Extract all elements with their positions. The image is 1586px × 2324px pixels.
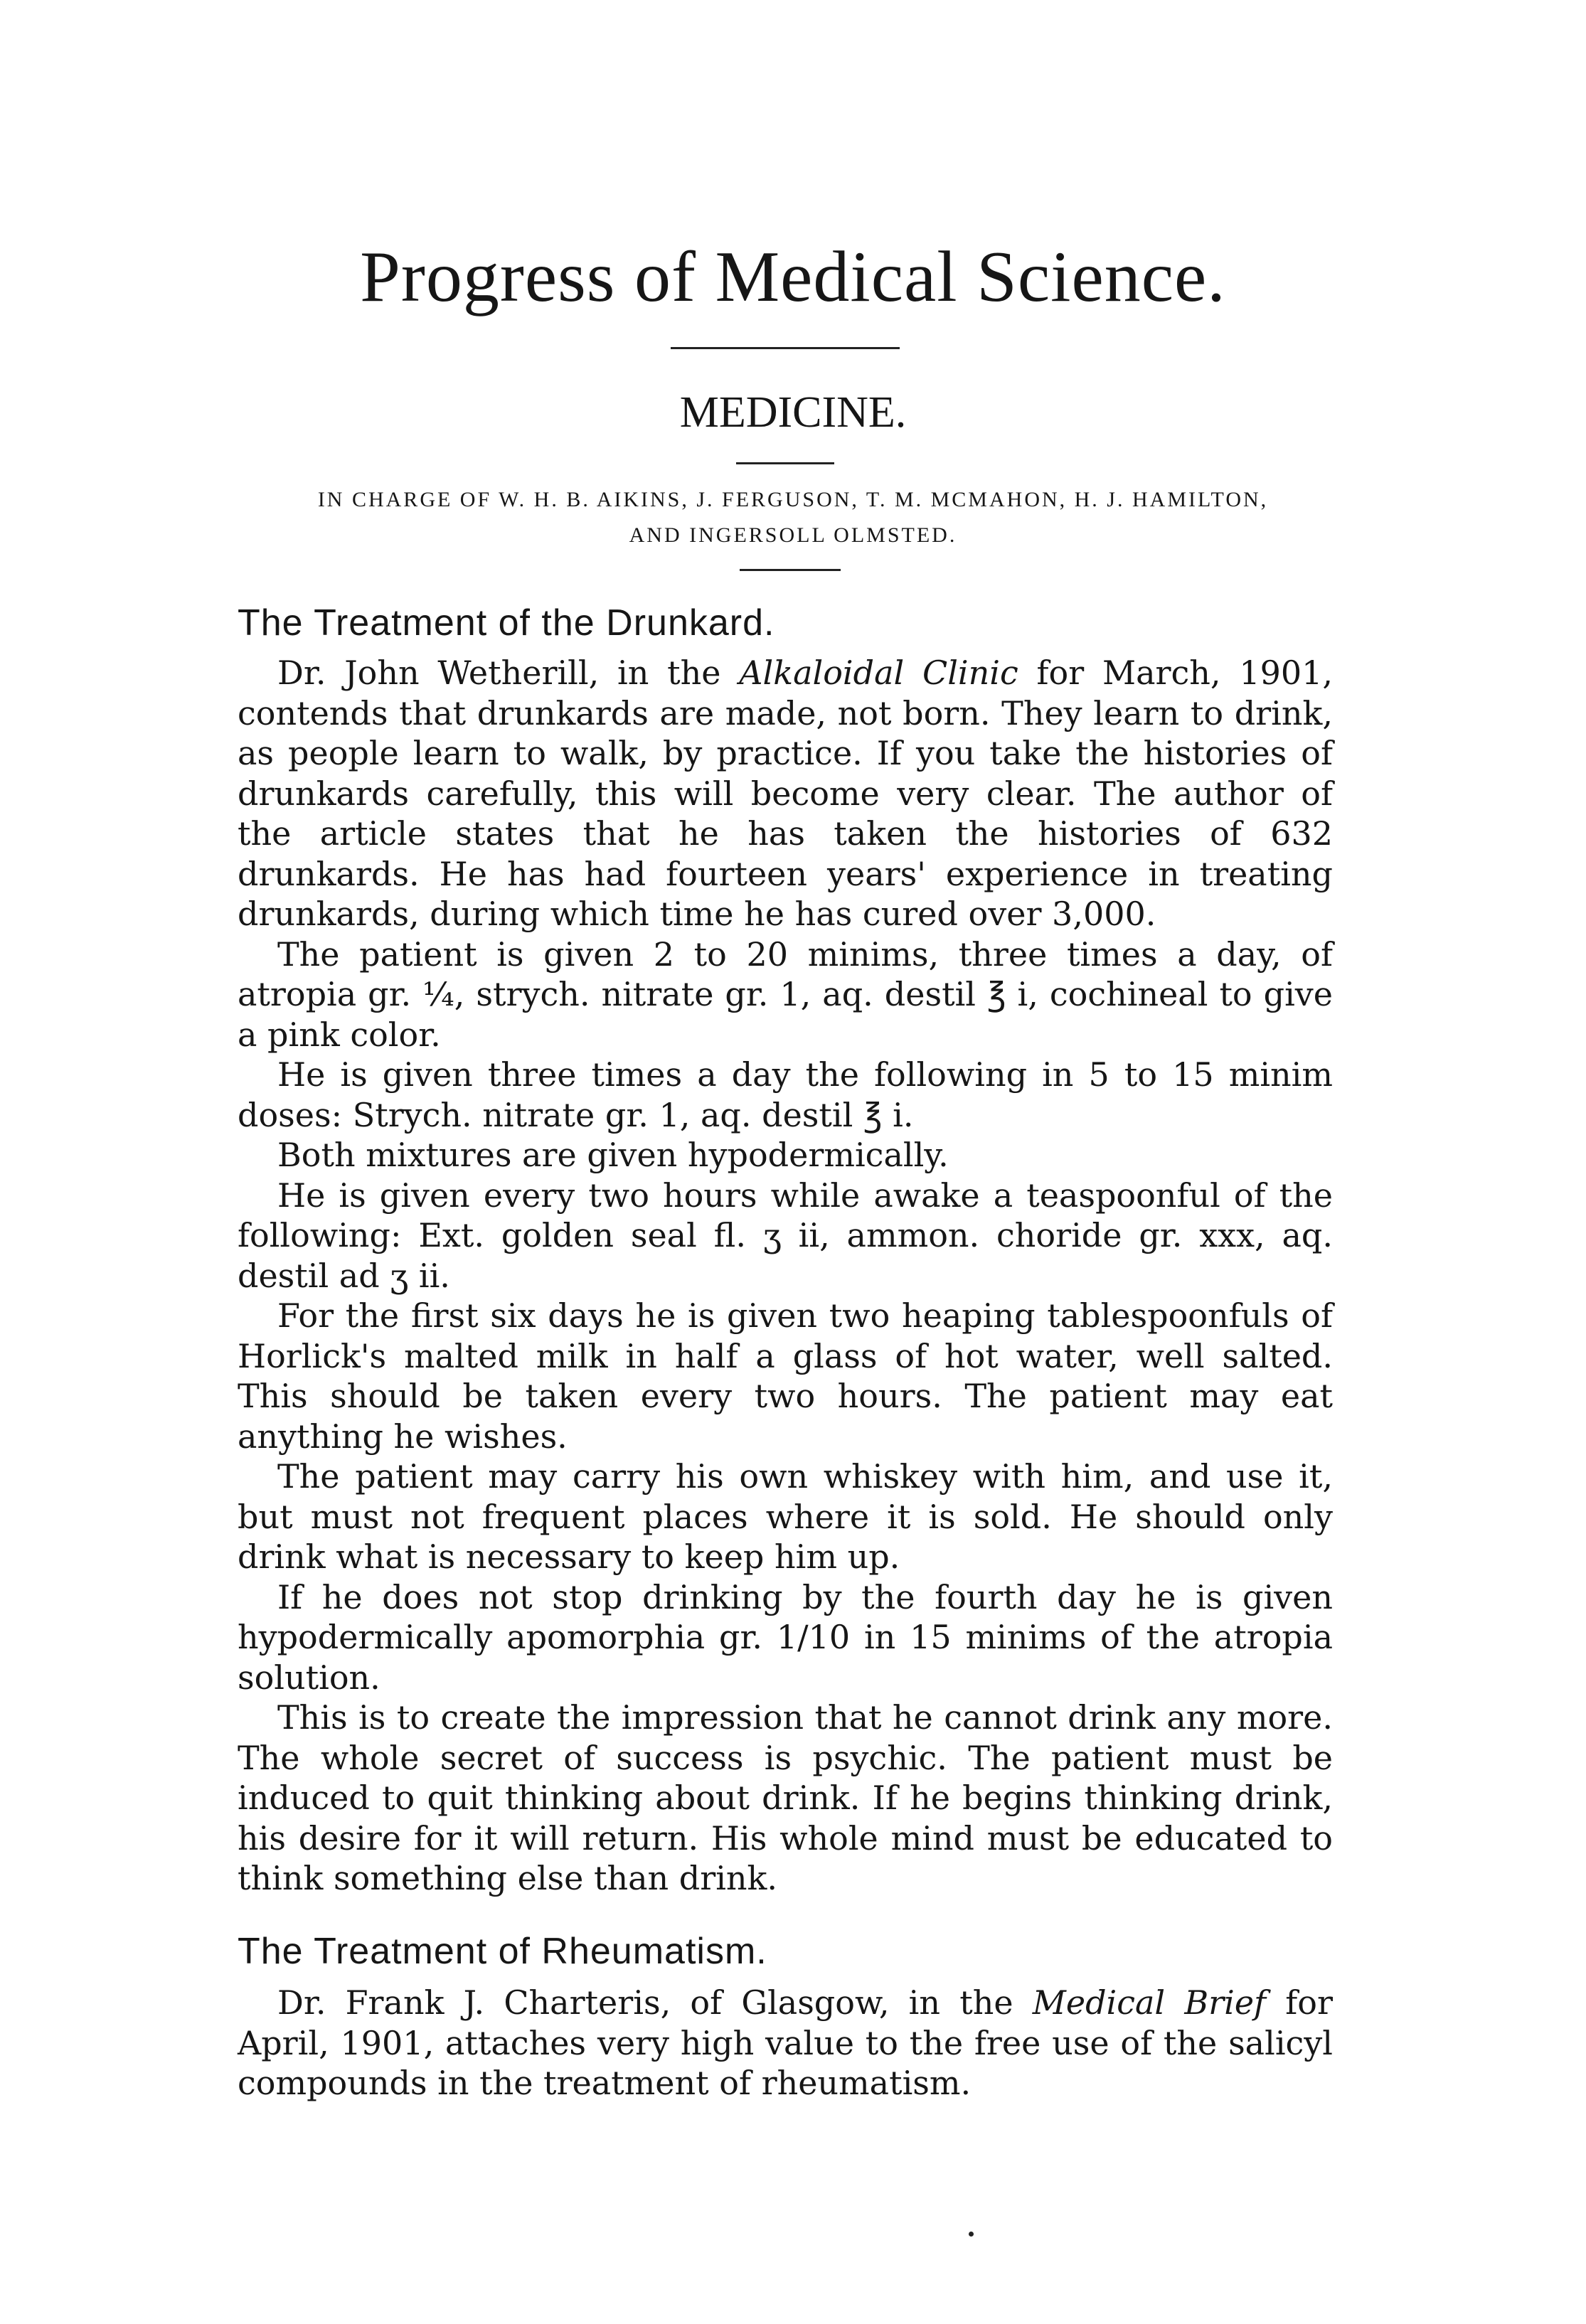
paragraph: This is to create the impression that he cannot drink any more. The whole secret of success is psychic. The patient must be induced to quit thinking about drink. If he begins thinking drink, his desire for it will return. His whole mind must be educated to think something else than drink. (238, 1698, 1333, 1897)
paragraph: The patient is given 2 to 20 minims, three times a day, of atropia gr. ¼, strych. nitrate gr. 1, aq. destil ℥ i, cochineal to give a pink color. (238, 934, 1333, 1054)
editors-credit-line-1: IN CHARGE OF W. H. B. AIKINS, J. FERGUSON, T. M. MCMAHON, H. J. HAMILTON, (317, 488, 1269, 511)
paragraph: The patient may carry his own whiskey with him, and use it, but must not frequent places where it is sold. He should only drink what is necessary to keep him up. (238, 1457, 1333, 1576)
section-divider (736, 462, 834, 464)
article-body-rheumatism (238, 1983, 1333, 2104)
journal-title: Medical Brief (1032, 1983, 1267, 2022)
editors-credit (213, 482, 1373, 553)
paragraph: He is given three times a day the following in 5 to 15 minim doses: Strych. nitrate gr. 1, aq. destil ℥ i. (238, 1055, 1333, 1134)
section-title: MEDICINE. (679, 388, 907, 437)
journal-title: Alkaloidal Clinic (739, 654, 1018, 692)
page-mark (969, 2232, 974, 2237)
paragraph (238, 653, 1333, 934)
paragraph-text: for April, 1901, attaches very high value to the free use of the salicyl compounds in the treatment of rheumatism. (238, 1983, 1333, 2102)
paragraph-text: Dr. John Wetherill, in the (277, 654, 721, 692)
page-title: Progress of Medical Science. (360, 237, 1226, 317)
title-divider (671, 347, 900, 349)
editors-credit-line-2: AND INGERSOLL OLMSTED. (629, 523, 957, 547)
paragraph: For the first six days he is given two heaping tablespoonfuls of Horlick's malted milk in half a glass of hot water, well salted. This should be taken every two hours. The patient may eat anything he wishes. (238, 1296, 1333, 1456)
article-body-drunkard (238, 653, 1333, 1899)
paragraph-text: for March, 1901, contends that drunkards are made, not born. They learn to drink, as people learn to walk, by practice. If you take the histories of drunkards carefully, this will become very clear. The author of the article states that he has taken the histories of 632 drunkards. He has had fourteen years' experience in treating drunkards, during which time he has cured over 3,000. (238, 654, 1334, 933)
paragraph: He is given every two hours while awake a teaspoonful of the following: Ext. golden seal fl. ʒ ii, ammon. choride gr. xxx, aq. destil ad ʒ ii. (238, 1176, 1333, 1295)
credit-divider (740, 569, 841, 571)
paragraph: Both mixtures are given hypodermically. (277, 1136, 949, 1174)
paragraph-text: Dr. Frank J. Charteris, of Glasgow, in the (277, 1983, 1013, 2022)
paragraph: If he does not stop drinking by the fourth day he is given hypodermically apomorphia gr. 1/10 in 15 minims of the atropia solution. (238, 1577, 1333, 1697)
paragraph (238, 1983, 1333, 2104)
article-heading-drunkard: The Treatment of the Drunkard. (238, 602, 775, 644)
article-heading-rheumatism: The Treatment of Rheumatism. (238, 1931, 767, 1972)
